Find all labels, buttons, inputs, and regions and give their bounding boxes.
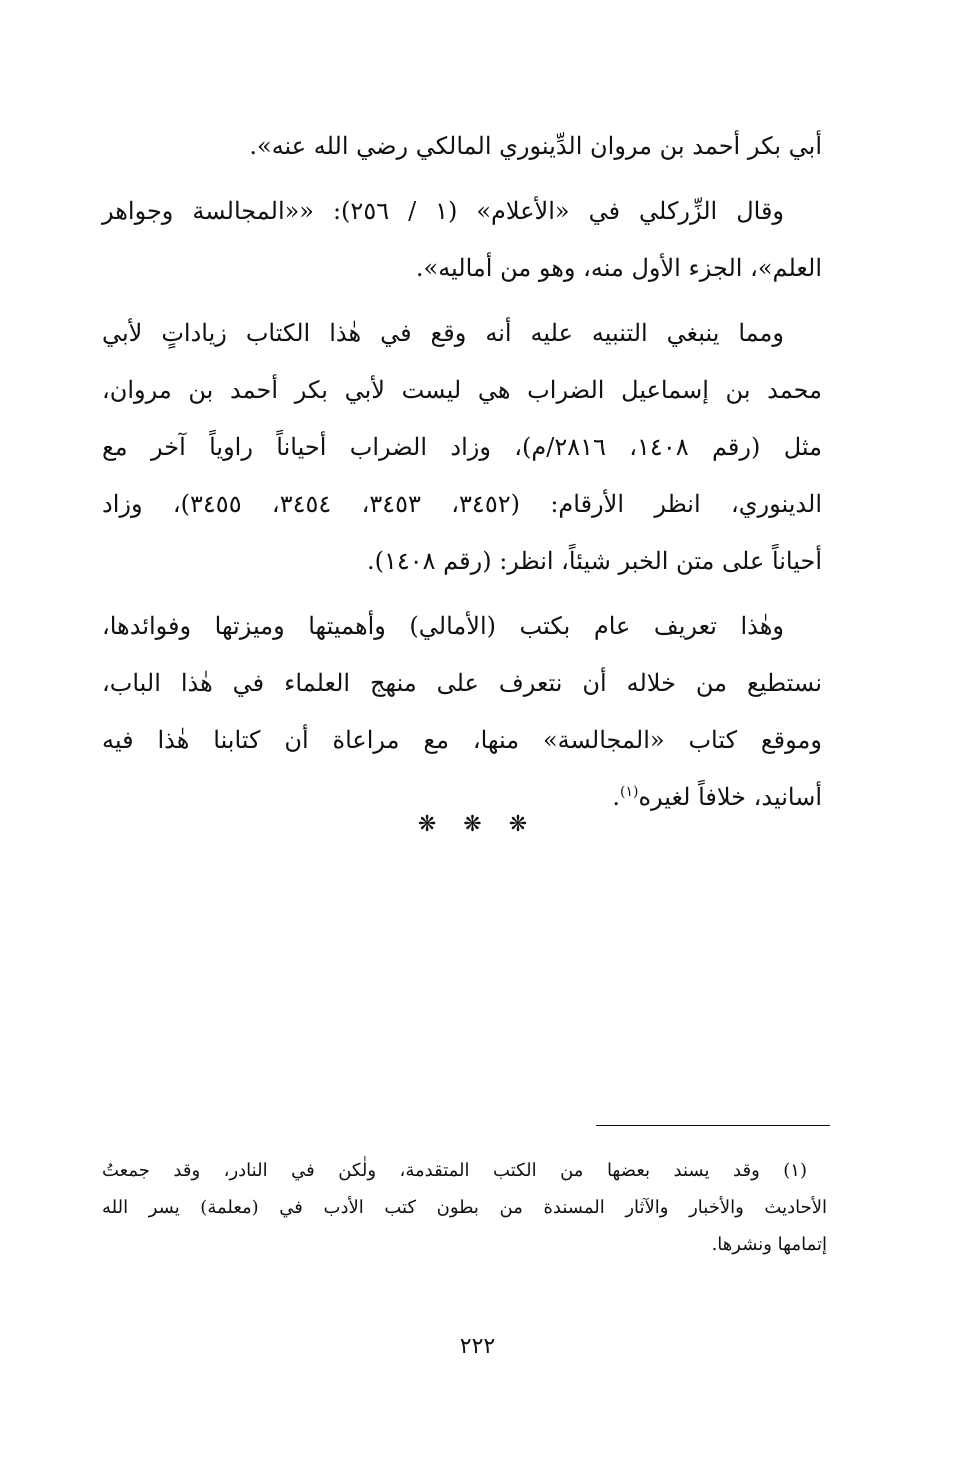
footnotes: [102, 1152, 827, 1263]
footnote-line: (١) وقد يسند بعضها من الكتب المتقدمة، ولٰكن في النادر، وقد جمعتُ: [102, 1160, 807, 1181]
text-line: وموقع كتاب «المجالسة» منها، مع مراعاة أن كتابنا هٰذا فيه: [102, 726, 822, 754]
text-segment: أسانيد، خلافاً لغيره: [638, 783, 822, 811]
text-line: أبي بكر أحمد بن مروان الدِّينوري المالكي رضي الله عنه».: [249, 132, 822, 160]
text-line: محمد بن إسماعيل الضراب هي ليست لأبي بكر أحمد بن مروان،: [102, 376, 822, 404]
paragraph-1: [102, 118, 822, 175]
text-line: وهٰذا تعريف عام بكتب (الأمالي) وأهميتها وميزتها وفوائدها،: [102, 612, 784, 640]
text-line: الدينوري، انظر الأرقام: (٣٤٥٢، ٣٤٥٣، ٣٤٥٤، ٣٤٥٥)، وزاد: [102, 490, 823, 518]
section-separator: ❋ ❋ ❋: [417, 812, 538, 837]
footnote-reference: (١): [620, 784, 639, 800]
paragraph-2: [102, 183, 822, 297]
footnote-line: الأحاديث والأخبار والآثار المسندة من بطون كتب الأدب في (معلمة) يسر الله: [102, 1197, 827, 1218]
page-number: ٢٢٢: [459, 1334, 496, 1359]
text-segment: .: [612, 783, 621, 811]
paragraph-4: [102, 598, 822, 826]
paragraph-3: [102, 305, 822, 590]
text-line: وقال الزِّركلي في «الأعلام» (١ / ٢٥٦): ««المجالسة وجواهر: [102, 197, 785, 225]
text-line: مثل (رقم ١٤٠٨، ٢٨١٦/م)، وزاد الضراب أحياناً راوياً آخر مع: [102, 433, 822, 461]
text-line: أحياناً على متن الخبر شيئاً، انظر: (رقم ١٤٠٨).: [366, 547, 822, 575]
text-line: العلم»، الجزء الأول منه، وهو من أماليه».: [415, 254, 822, 282]
footnote-line: إتمامها ونشرها.: [711, 1234, 827, 1255]
text-line: نستطيع من خلاله أن نتعرف على منهج العلماء في هٰذا الباب،: [102, 669, 822, 697]
text-line: ومما ينبغي التنبيه عليه أنه وقع في هٰذا الكتاب زياداتٍ لأبي: [102, 319, 785, 347]
main-text: [102, 118, 822, 834]
footnote-divider: [596, 1125, 830, 1126]
